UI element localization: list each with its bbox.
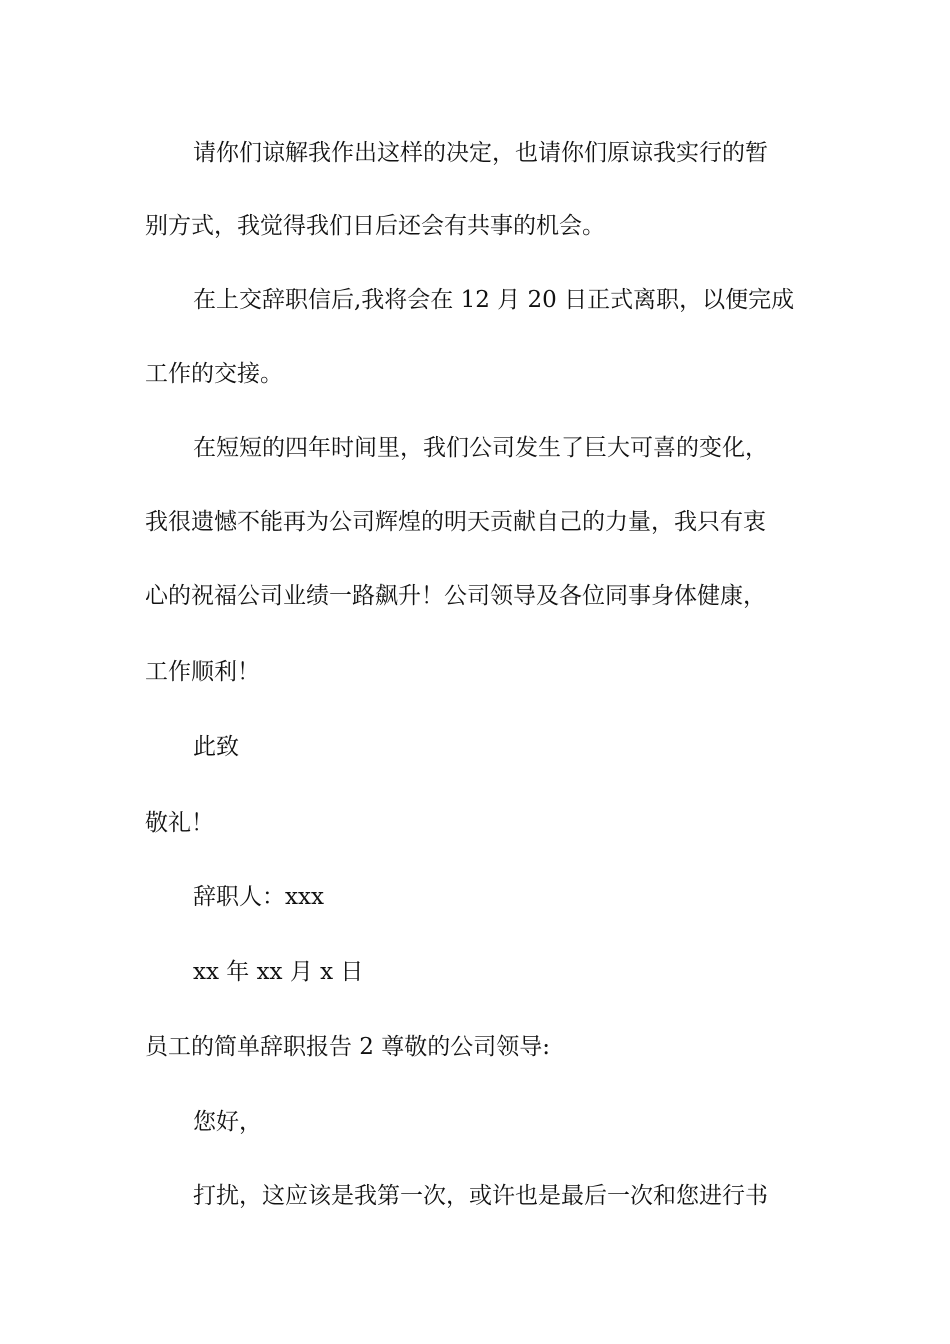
closing-salutation: 此致 (193, 734, 239, 760)
paragraph-line-4: 工作的交接。 (145, 361, 283, 387)
paragraph-line-6: 我很遗憾不能再为公司辉煌的明天贡献自己的力量，我只有衷 (145, 509, 766, 535)
paragraph-line-3: 在上交辞职信后,我将会在 12 月 20 日正式离职，以便完成 (193, 287, 795, 313)
paragraph-line-7: 心的祝福公司业绩一路飙升！公司领导及各位同事身体健康， (145, 583, 766, 609)
signature-name: 辞职人：xxx (193, 884, 324, 910)
paragraph-line-2: 别方式，我觉得我们日后还会有共事的机会。 (145, 213, 605, 239)
signature-date: xx 年 xx 月 x 日 (193, 959, 364, 985)
closing-regards: 敬礼！ (145, 810, 214, 836)
paragraph-line-1: 请你们谅解我作出这样的决定，也请你们原谅我实行的暂 (193, 140, 768, 166)
section-heading: 员工的简单辞职报告 2 尊敬的公司领导: (145, 1034, 551, 1060)
paragraph-line-8: 工作顺利！ (145, 659, 260, 685)
paragraph-line-15: 打扰，这应该是我第一次，或许也是最后一次和您进行书 (193, 1183, 768, 1209)
paragraph-line-5: 在短短的四年时间里，我们公司发生了巨大可喜的变化， (193, 435, 768, 461)
greeting-line: 您好， (193, 1109, 262, 1135)
